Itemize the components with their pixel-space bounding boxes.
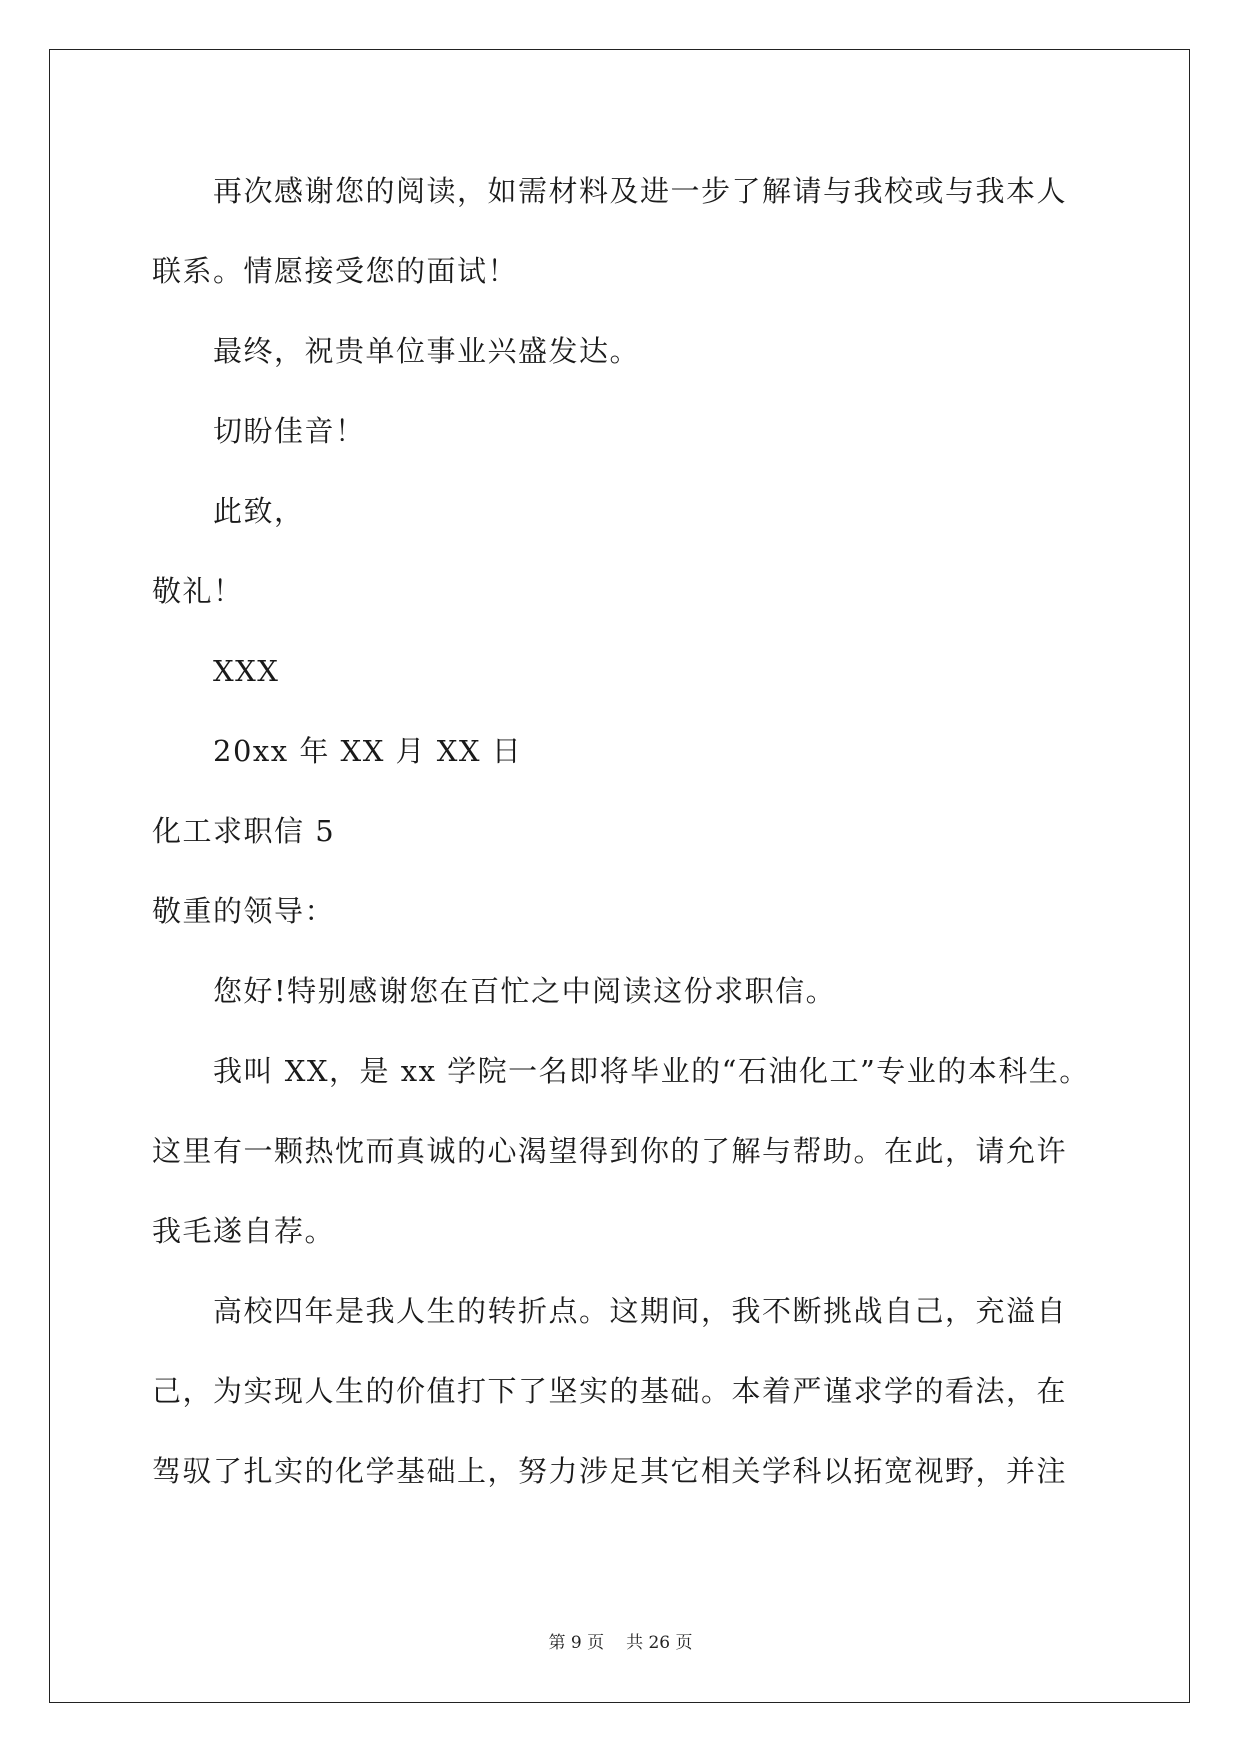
closing-regards: 敬礼！ — [152, 574, 244, 608]
paragraph-thanks-line-1: 再次感谢您的阅读，如需材料及进一步了解请与我校或与我本人 — [213, 174, 1068, 208]
paragraph-wishes: 最终，祝贵单位事业兴盛发达。 — [213, 334, 641, 368]
section-title: 化工求职信 5 — [152, 814, 336, 848]
letter-greeting: 敬重的领导： — [152, 894, 336, 928]
page-total: 共 26 页 — [626, 1633, 693, 1653]
paragraph-intro-line-3: 我毛遂自荐。 — [152, 1214, 336, 1248]
signature-date: 20xx 年 XX 月 XX 日 — [213, 734, 523, 768]
paragraph-study-line-1: 高校四年是我人生的转折点。这期间，我不断挑战自己，充溢自 — [213, 1294, 1068, 1328]
paragraph-intro-line-1: 我叫 XX，是 xx 学院一名即将毕业的“石油化工”专业的本科生。 — [213, 1054, 1090, 1088]
paragraph-hope: 切盼佳音！ — [213, 414, 366, 448]
paragraph-study-line-3: 驾驭了扎实的化学基础上，努力涉足其它相关学科以拓宽视野，并注 — [152, 1454, 1068, 1488]
page-number: 第 9 页 — [548, 1633, 605, 1653]
paragraph-intro-line-2: 这里有一颗热忱而真诚的心渴望得到你的了解与帮助。在此，请允许 — [152, 1134, 1068, 1168]
paragraph-study-line-2: 己，为实现人生的价值打下了坚实的基础。本着严谨求学的看法，在 — [152, 1374, 1068, 1408]
signature-name: XXX — [213, 654, 280, 688]
paragraph-thanks-line-2: 联系。情愿接受您的面试！ — [152, 254, 519, 288]
paragraph-hello: 您好!特别感谢您在百忙之中阅读这份求职信。 — [213, 974, 837, 1008]
page-footer — [0, 1633, 1241, 1653]
closing-salutation: 此致， — [213, 494, 305, 528]
